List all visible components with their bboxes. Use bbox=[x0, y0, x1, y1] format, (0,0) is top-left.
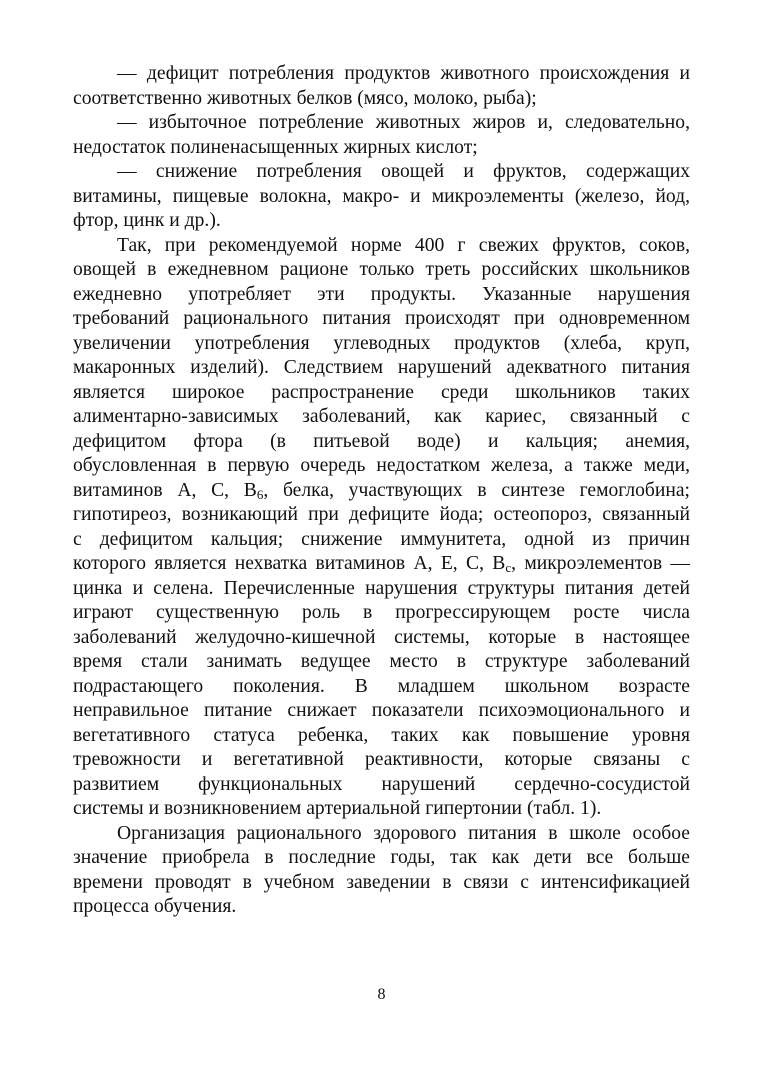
text-line: соответственно животных белков (мясо, молоко, рыба); bbox=[73, 87, 537, 109]
text-line: играют существенную роль в прогрессирующем росте числа bbox=[73, 602, 690, 623]
list-item bbox=[73, 62, 690, 111]
text-line: время стали занимать ведущее место в структуре заболеваний bbox=[73, 651, 690, 672]
subscript: 6 bbox=[256, 486, 264, 502]
text-fragment: витаминов А, С, В bbox=[73, 479, 257, 501]
page-number: 8 bbox=[377, 986, 386, 1003]
text-line: витамины, пищевые волокна, макро- и микроэлементы (железо, йод, bbox=[73, 185, 690, 207]
text-line: макаронных изделий). Следствием нарушений адекватного питания bbox=[73, 357, 690, 378]
document-page bbox=[73, 62, 690, 920]
text-line-with-subscript bbox=[73, 479, 690, 504]
text-line: обусловленная в первую очередь недостатком железа, а также меди, bbox=[73, 455, 690, 476]
text-line: подрастающего поколения. В младшем школьном возрасте bbox=[73, 675, 690, 697]
subscript: с bbox=[505, 560, 512, 575]
text-line: времени проводят в учебном заведении в связи с интенсификацией bbox=[73, 871, 690, 893]
text-line: заболеваний желудочно-кишечной системы, которые в настоящее bbox=[73, 626, 690, 648]
text-line-with-subscript bbox=[73, 552, 690, 577]
text-line: цинка и селена. Перечисленные нарушения структуры питания детей bbox=[73, 577, 690, 599]
text-fragment: , микроэлементов — bbox=[511, 553, 690, 574]
text-line: — дефицит потребления продуктов животного происхождения и bbox=[117, 63, 690, 84]
text-line: фтор, цинк и др.). bbox=[73, 210, 221, 231]
text-line: — избыточное потребление животных жиров и, следовательно, bbox=[117, 112, 690, 133]
text-line: неправильное питание снижает показатели психоэмоционального и bbox=[73, 700, 690, 721]
text-line: развитием функциональных нарушений сердечно-сосудистой bbox=[73, 773, 690, 795]
paragraph-school-nutrition bbox=[73, 822, 690, 920]
text-line: значение приобрела в последние годы, так как дети все больше bbox=[73, 847, 690, 868]
text-line: алиментарно-зависимых заболеваний, как кариес, связанный с bbox=[73, 406, 690, 427]
text-line: Так, при рекомендуемой норме 400 г свежих фруктов, соков, bbox=[117, 234, 690, 256]
text-line: овощей в ежедневном рационе только треть российских школьников bbox=[73, 259, 690, 280]
text-line: процесса обучения. bbox=[73, 896, 237, 917]
text-line: недостаток полиненасыщенных жирных кислот; bbox=[73, 136, 478, 158]
text-line: тревожности и вегетативной реактивности, которые связаны с bbox=[73, 749, 690, 770]
text-line: с дефицитом кальция; снижение иммунитета, одной из причин bbox=[73, 528, 690, 550]
text-line: Организация рационального здорового питания в школе особое bbox=[117, 822, 690, 844]
paragraph-main bbox=[73, 234, 690, 822]
list-item bbox=[73, 111, 690, 160]
text-line: гипотиреоз, возникающий при дефиците йода; остеопороз, связанный bbox=[73, 504, 690, 525]
text-fragment: которого является нехватка витаминов А, Е, С, В bbox=[73, 553, 506, 574]
text-line: системы и возникновением артериальной гипертонии (табл. 1). bbox=[73, 798, 602, 819]
text-line: требований рационального питания происходят при одновременном bbox=[73, 308, 690, 329]
list-item bbox=[73, 160, 690, 234]
text-line: увеличении употребления углеводных продуктов (хлеба, круп, bbox=[73, 332, 690, 354]
text-line: дефицитом фтора (в питьевой воде) и кальция; анемия, bbox=[73, 430, 690, 452]
text-line: — снижение потребления овощей и фруктов, содержащих bbox=[117, 161, 690, 182]
text-line: вегетативного статуса ребенка, таких как повышение уровня bbox=[73, 724, 690, 746]
text-line: является широкое распространение среди школьников таких bbox=[73, 381, 690, 403]
text-fragment: , белка, участвующих в синтезе гемоглобина; bbox=[263, 479, 690, 501]
text-line: ежедневно употребляет эти продукты. Указанные нарушения bbox=[73, 283, 690, 305]
